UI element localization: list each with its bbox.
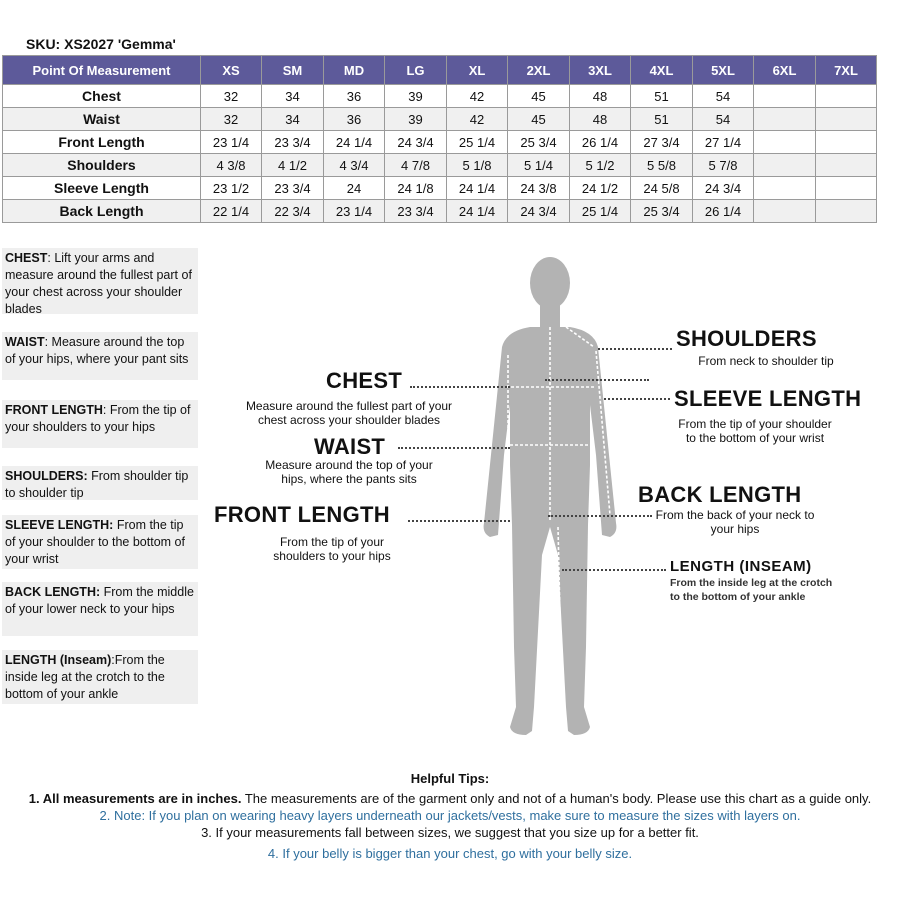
- size-chart-table: [2, 55, 877, 223]
- chest-callout-desc: Measure around the fullest part of your chest across your shoulder blades: [245, 399, 453, 427]
- table-cell: [754, 200, 816, 223]
- legend-item: [2, 248, 198, 314]
- table-cell: 24 1/4: [447, 177, 508, 200]
- shoulders-leader-line: [598, 348, 672, 350]
- row-label: Shoulders: [3, 154, 201, 177]
- legend-item: [2, 650, 198, 704]
- legend-term: FRONT LENGTH: [5, 403, 103, 417]
- table-cell: 25 1/4: [447, 131, 508, 154]
- chest-callout-title: CHEST: [326, 368, 403, 393]
- tip-2: 2. Note: If you plan on wearing heavy layers underneath our jackets/vests, make sure to measure the sizes with layers on.: [99, 808, 801, 823]
- legend-description: : Measure around the top of your hips, where your pant sits: [5, 335, 189, 366]
- table-cell: 54: [693, 85, 754, 108]
- header-size-xl: XL: [447, 56, 508, 85]
- sleeve-length-callout-title: SLEEVE LENGTH: [674, 386, 862, 411]
- table-cell: 5 1/8: [447, 154, 508, 177]
- legend-description: :From the inside leg at the crotch to the bottom of your ankle: [5, 653, 165, 701]
- table-cell: 32: [201, 108, 262, 131]
- helpful-tips: [0, 770, 900, 862]
- row-label: Back Length: [3, 200, 201, 223]
- row-label: Front Length: [3, 131, 201, 154]
- table-cell: 36: [324, 85, 385, 108]
- table-cell: [754, 85, 816, 108]
- table-cell: 23 3/4: [385, 200, 447, 223]
- table-cell: [754, 154, 816, 177]
- table-cell: 34: [262, 108, 324, 131]
- table-cell: 5 1/2: [570, 154, 631, 177]
- table-cell: 24 3/4: [508, 200, 570, 223]
- table-cell: 23 1/4: [201, 131, 262, 154]
- table-cell: 36: [324, 108, 385, 131]
- back-length-callout-title: BACK LENGTH: [638, 482, 802, 507]
- inseam-callout-desc: From the inside leg at the crotch to the bottom of your ankle: [670, 577, 833, 603]
- front-length-leader-line: [408, 520, 510, 522]
- legend-description: From the tip of your shoulder to the bottom of your wrist: [5, 518, 185, 566]
- table-cell: 25 3/4: [631, 200, 693, 223]
- inseam-callout-title: LENGTH (INSEAM): [670, 558, 812, 575]
- table-cell: 23 1/4: [324, 200, 385, 223]
- table-cell: 27 3/4: [631, 131, 693, 154]
- table-cell: 24 3/4: [693, 177, 754, 200]
- table-cell: 4 7/8: [385, 154, 447, 177]
- table-cell: [816, 154, 877, 177]
- table-cell: 45: [508, 108, 570, 131]
- legend-item: [2, 400, 198, 448]
- table-cell: 24 5/8: [631, 177, 693, 200]
- sleeve-length-leader-line: [604, 398, 670, 400]
- legend-description: From the middle of your lower neck to your hips: [5, 585, 194, 616]
- shoulders-callout-title: SHOULDERS: [676, 326, 817, 351]
- table-cell: 24 1/8: [385, 177, 447, 200]
- back-length-leader-line: [548, 515, 652, 517]
- table-cell: 5 5/8: [631, 154, 693, 177]
- table-cell: 22 3/4: [262, 200, 324, 223]
- table-cell: 25 1/4: [570, 200, 631, 223]
- table-cell: 54: [693, 108, 754, 131]
- table-cell: 5 1/4: [508, 154, 570, 177]
- table-cell: 4 3/4: [324, 154, 385, 177]
- table-row: [3, 85, 877, 108]
- header-size-2xl: 2XL: [508, 56, 570, 85]
- waist-callout-desc: Measure around the top of your hips, where the pants sits: [265, 458, 433, 486]
- header-size-6xl: 6XL: [754, 56, 816, 85]
- table-cell: 24: [324, 177, 385, 200]
- legend-description: : From the tip of your shoulders to your hips: [5, 403, 191, 434]
- tip-3: 3. If your measurements fall between sizes, we suggest that you size up for a better fit.: [201, 825, 699, 840]
- table-cell: 4 3/8: [201, 154, 262, 177]
- legend-term: SHOULDERS:: [5, 469, 88, 483]
- table-header-row: [3, 56, 877, 85]
- legend-item: [2, 582, 198, 636]
- back-length-callout-desc: From the back of your neck to your hips: [655, 508, 815, 536]
- sleeve-chest-leader-line: [545, 379, 649, 381]
- table-cell: 45: [508, 85, 570, 108]
- tip-1-text: The measurements are of the garment only and not of a human's body. Please use this chart as a guide only.: [241, 791, 872, 806]
- table-cell: [816, 85, 877, 108]
- table-row: [3, 154, 877, 177]
- tips-heading: Helpful Tips:: [410, 771, 490, 786]
- tip-1: [0, 790, 900, 807]
- table-cell: [754, 177, 816, 200]
- legend-item: [2, 515, 198, 569]
- human-silhouette: [470, 255, 630, 755]
- tip-1-bold: 1. All measurements are in inches.: [28, 791, 242, 806]
- table-cell: 24 1/4: [447, 200, 508, 223]
- table-cell: 26 1/4: [693, 200, 754, 223]
- table-cell: 39: [385, 85, 447, 108]
- legend-item: [2, 332, 198, 380]
- table-cell: [816, 108, 877, 131]
- header-size-3xl: 3XL: [570, 56, 631, 85]
- table-row: [3, 108, 877, 131]
- table-cell: 48: [570, 85, 631, 108]
- table-cell: 24 1/4: [324, 131, 385, 154]
- header-size-sm: SM: [262, 56, 324, 85]
- table-cell: [754, 131, 816, 154]
- header-size-lg: LG: [385, 56, 447, 85]
- legend-term: WAIST: [5, 335, 45, 349]
- table-cell: 39: [385, 108, 447, 131]
- table-cell: 24 3/8: [508, 177, 570, 200]
- row-label: Waist: [3, 108, 201, 131]
- table-cell: 42: [447, 108, 508, 131]
- table-cell: 23 1/2: [201, 177, 262, 200]
- header-size-4xl: 4XL: [631, 56, 693, 85]
- table-cell: [754, 108, 816, 131]
- legend-term: SLEEVE LENGTH:: [5, 518, 114, 532]
- table-cell: 4 1/2: [262, 154, 324, 177]
- legend-description: From shoulder tip to shoulder tip: [5, 469, 189, 500]
- header-size-5xl: 5XL: [693, 56, 754, 85]
- header-point-of-measurement: Point Of Measurement: [3, 56, 201, 85]
- legend-term: CHEST: [5, 251, 48, 265]
- table-cell: 25 3/4: [508, 131, 570, 154]
- waist-leader-line: [398, 447, 510, 449]
- inseam-leader-line: [562, 569, 666, 571]
- front-length-callout-title: FRONT LENGTH: [214, 502, 390, 527]
- table-cell: 24 3/4: [385, 131, 447, 154]
- table-cell: 23 3/4: [262, 131, 324, 154]
- table-cell: 24 1/2: [570, 177, 631, 200]
- sku-title: SKU: XS2027 'Gemma': [26, 36, 176, 52]
- header-size-7xl: 7XL: [816, 56, 877, 85]
- header-size-xs: XS: [201, 56, 262, 85]
- table-cell: [816, 177, 877, 200]
- front-length-callout-desc: From the tip of your shoulders to your hips: [273, 535, 391, 563]
- table-cell: [816, 131, 877, 154]
- table-cell: 22 1/4: [201, 200, 262, 223]
- legend-term: BACK LENGTH:: [5, 585, 101, 599]
- table-cell: 51: [631, 108, 693, 131]
- waist-callout-title: WAIST: [314, 434, 386, 459]
- header-size-md: MD: [324, 56, 385, 85]
- table-cell: 42: [447, 85, 508, 108]
- table-cell: 48: [570, 108, 631, 131]
- legend-item: [2, 466, 198, 500]
- table-cell: 5 7/8: [693, 154, 754, 177]
- table-cell: 34: [262, 85, 324, 108]
- table-cell: 32: [201, 85, 262, 108]
- shoulders-callout-desc: From neck to shoulder tip: [698, 354, 834, 368]
- table-cell: [816, 200, 877, 223]
- table-cell: 26 1/4: [570, 131, 631, 154]
- chest-leader-line: [410, 386, 510, 388]
- row-label: Chest: [3, 85, 201, 108]
- tip-4: 4. If your belly is bigger than your chest, go with your belly size.: [267, 846, 633, 861]
- table-cell: 23 3/4: [262, 177, 324, 200]
- legend-description: : Lift your arms and measure around the fullest part of your chest across your shoulder blades: [5, 251, 192, 316]
- table-cell: 27 1/4: [693, 131, 754, 154]
- table-row: [3, 177, 877, 200]
- legend-term: LENGTH (Inseam): [5, 653, 112, 667]
- table-row: [3, 200, 877, 223]
- table-cell: 51: [631, 85, 693, 108]
- table-row: [3, 131, 877, 154]
- sleeve-length-callout-desc: From the tip of your shoulder to the bottom of your wrist: [678, 417, 832, 445]
- row-label: Sleeve Length: [3, 177, 201, 200]
